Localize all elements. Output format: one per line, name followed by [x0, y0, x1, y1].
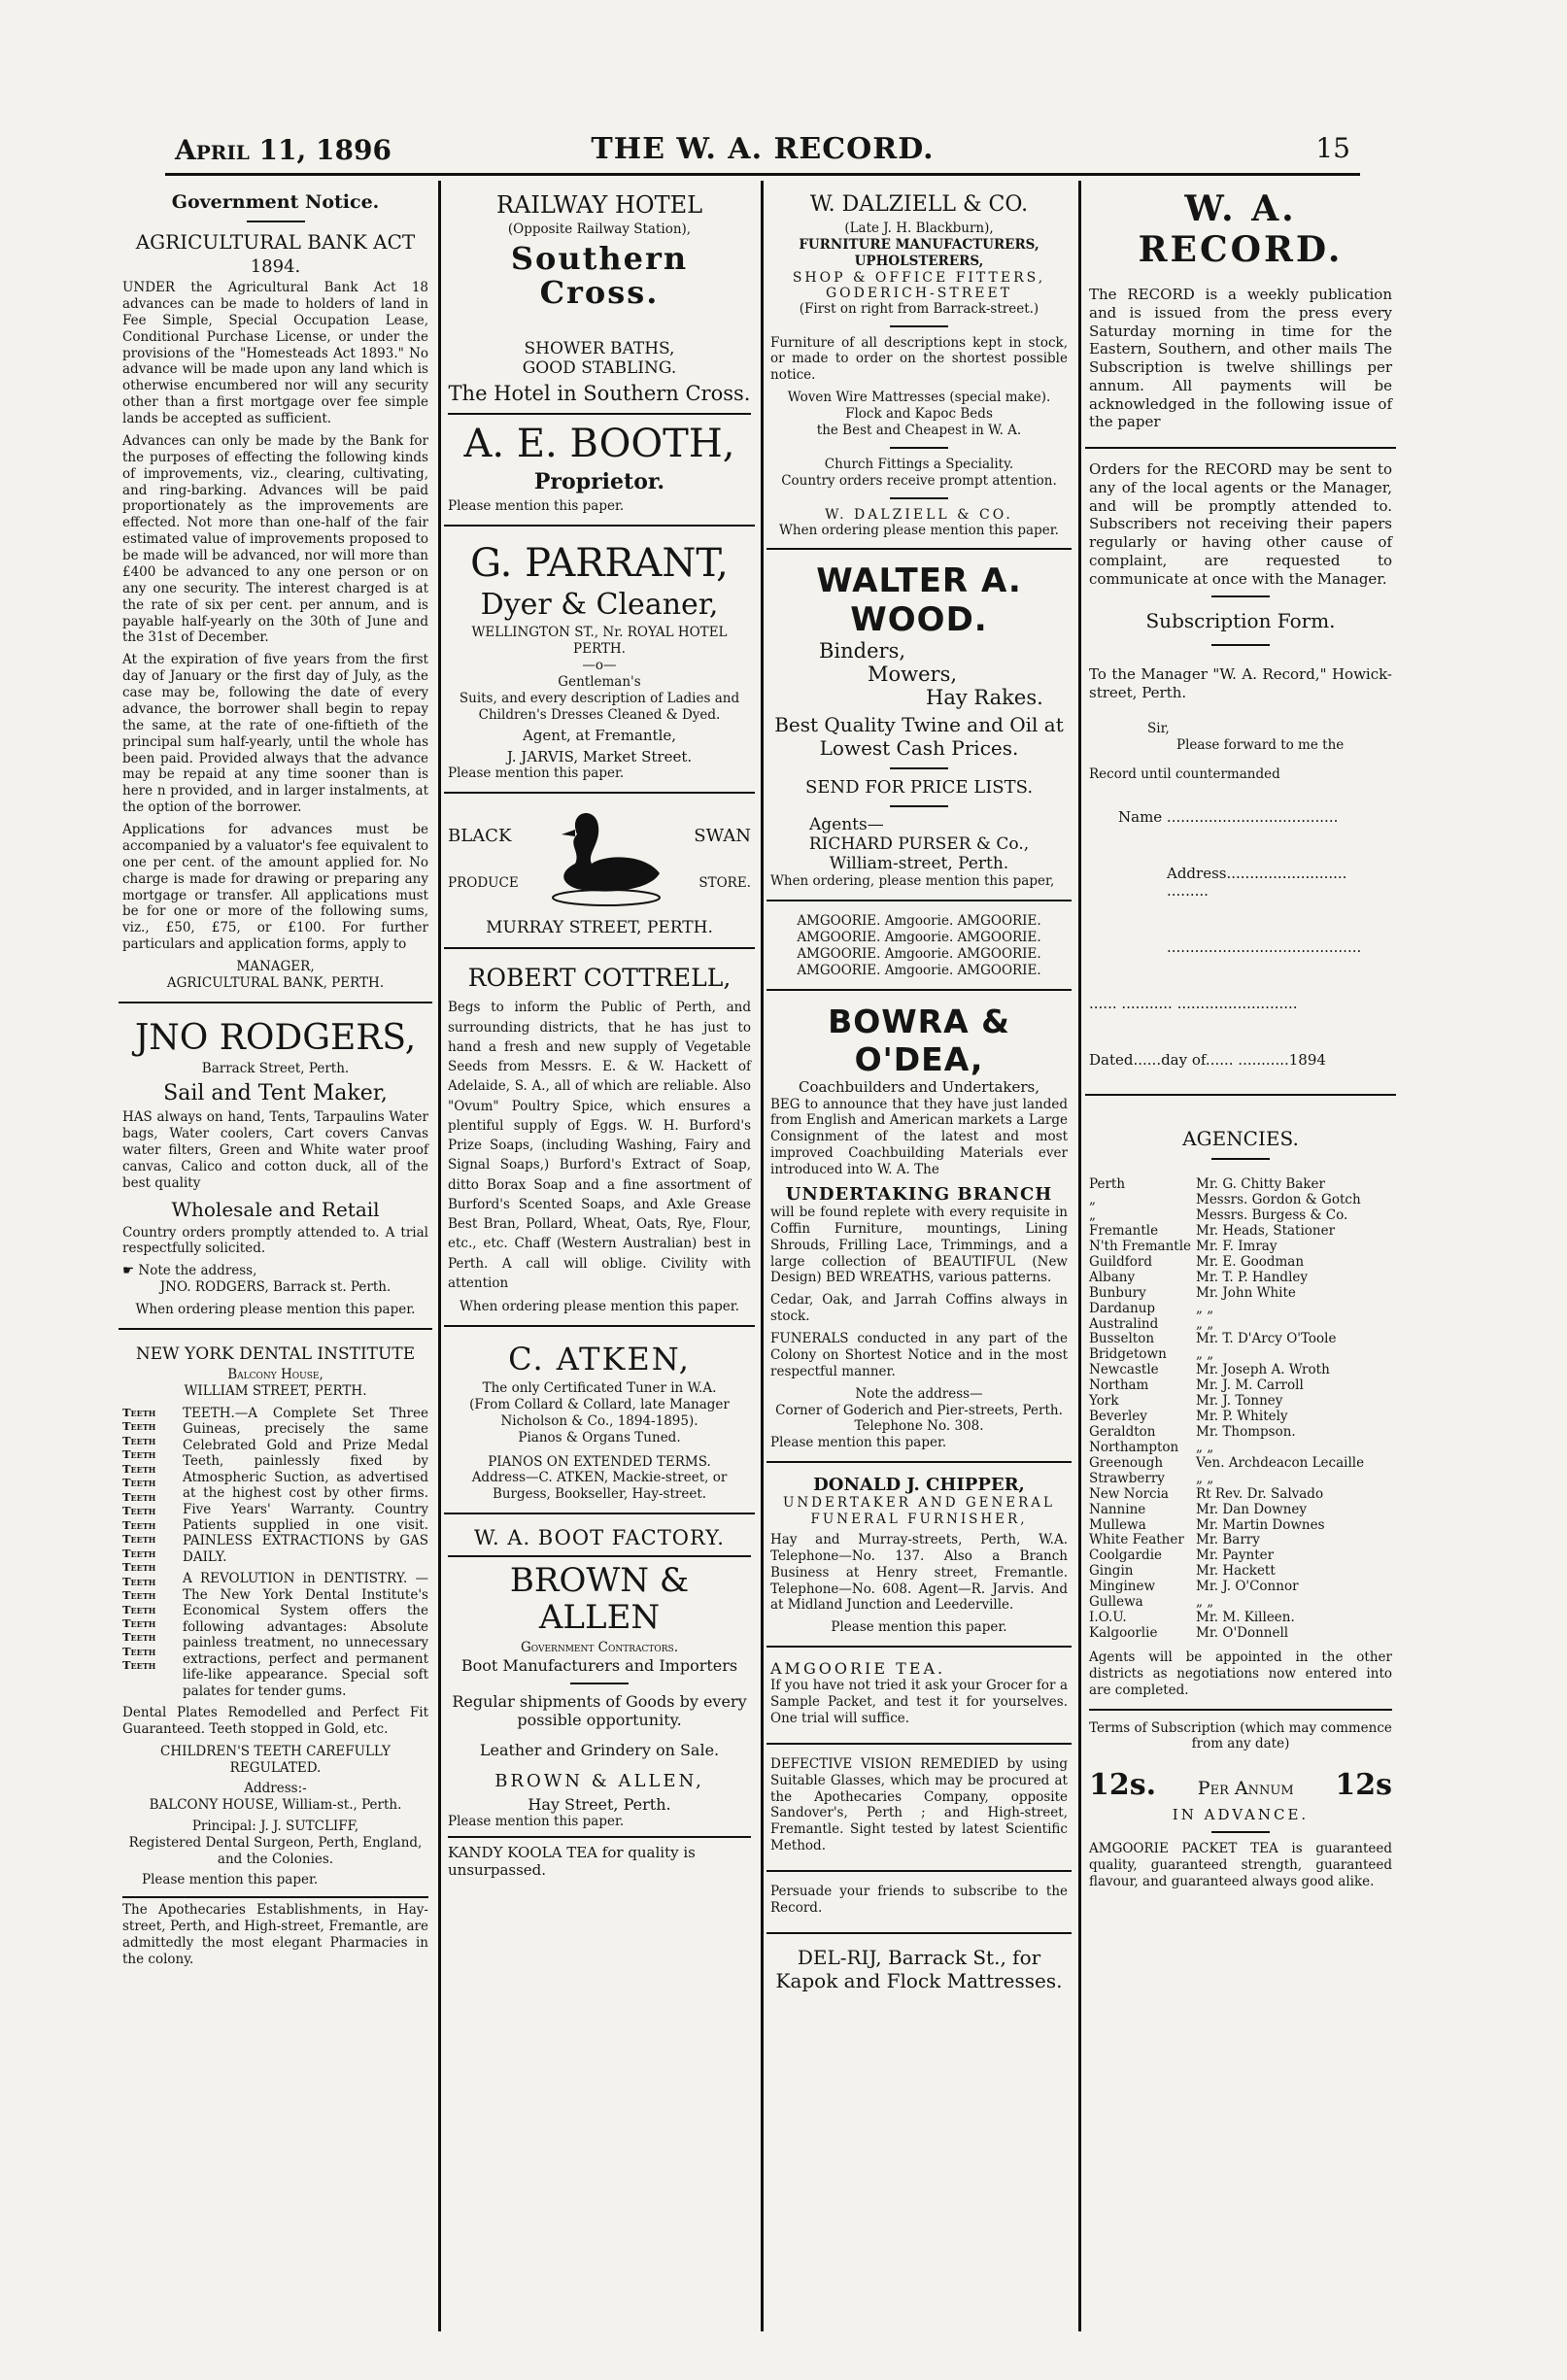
shower-baths: SHOWER BATHS,: [524, 339, 675, 359]
price-right: 12s: [1335, 1768, 1392, 1803]
rodgers-wholesale: Wholesale and Retail: [171, 1197, 380, 1221]
agency-agent: Mr. Thompson.: [1196, 1424, 1296, 1440]
coachbuilders: Coachbuilders and Undertakers,: [799, 1077, 1039, 1096]
atken-line-1: The only Certificated Tuner in W.A.: [482, 1380, 717, 1397]
form-forward: Please forward to me the: [1176, 736, 1345, 753]
agency-list: [1089, 1177, 1392, 1642]
packet-tea: AMGOORIE PACKET TEA is guaranteed quality, guaranteed strength, guaranteed flavour, and guaranteed always good alike.: [1089, 1841, 1392, 1890]
agency-row: [1089, 1503, 1392, 1518]
agency-agent: „ „: [1196, 1315, 1214, 1332]
mention-line: Please mention this paper.: [448, 498, 625, 515]
agency-agent: Mr. Hackett: [1196, 1563, 1276, 1580]
amgoorie-line: AMGOORIE. Amgoorie. AMGOORIE.: [797, 962, 1041, 978]
good-stabling: GOOD STABLING.: [522, 358, 677, 379]
form-address-field: Address.......................... .........: [1167, 865, 1347, 901]
bowra-body: BEG to announce that they have just landed from English and American markets a Large Consignment of the latest and most improved Coachbuilding Materials ever introduced into W. A. The: [770, 1096, 1068, 1177]
pointing-hand-icon: ☛: [122, 1263, 139, 1279]
dental-advert: [119, 1338, 432, 1983]
amgoorie-tea-title: AMGOORIE TEA.: [770, 1659, 946, 1679]
chipper-name: DONALD J. CHIPPER,: [813, 1475, 1025, 1496]
orders-text: Orders for the RECORD may be sent to any of the local agents or the Manager, and will be promptly attended to. Subscribers not receiving their papers regularly or having other cause of complaint, are requested to communicate at once with the Manager.: [1089, 460, 1392, 588]
in-advance: IN ADVANCE.: [1172, 1806, 1310, 1824]
rodgers-address: Barrack Street, Perth.: [201, 1061, 350, 1077]
notice-paragraph: Advances can only be made by the Bank for the purposes of effecting the following kinds of improvements, viz., clearing, cultivating, and ring-barking. Advances will be paid proportionately as the improvements are effected. Not more than one-half of the fair estimated value of improvements proposed to be made will be advanced, nor will more than £400 be advanced to any one person or on any one security. The interest charged is at the rate of six per cent. per annum, and is payable half-yearly on the 30th of June and the 31st of December.: [122, 432, 428, 646]
issue-date: April 11, 1896: [175, 134, 392, 166]
divider: [1211, 1158, 1270, 1160]
suits: Suits, and every description of Ladies and Children's Dresses Cleaned & Dyed.: [459, 690, 740, 723]
agency-town: Nannine: [1089, 1501, 1146, 1517]
agency-town: New Norcia: [1089, 1485, 1169, 1502]
agency-row: [1089, 1410, 1392, 1425]
agents: Agents—: [809, 815, 884, 835]
agency-agent: Mr. Heads, Stationer: [1196, 1223, 1336, 1240]
record-orders: [1085, 457, 1396, 1096]
agency-row: [1089, 1611, 1392, 1626]
form-line-2: ...... ........... ..........................: [1089, 995, 1298, 1013]
agency-row: [1089, 1363, 1392, 1378]
agency-town: „: [1089, 1192, 1096, 1208]
divider: [570, 1683, 629, 1684]
agency-row: [1089, 1177, 1392, 1193]
divider: [890, 805, 948, 807]
agency-agent: Mr. P. Whitely: [1196, 1409, 1288, 1425]
mention-line: When ordering please mention this paper.: [779, 522, 1059, 538]
agricultural-bank-notice: [119, 185, 432, 1003]
agency-row: [1089, 1564, 1392, 1580]
agency-agent: Mr. F. Imray: [1196, 1238, 1277, 1254]
agency-agent: Rt Rev. Dr. Salvado: [1196, 1485, 1324, 1502]
amgoorie-block: [766, 909, 1072, 991]
persuade-note: [766, 1880, 1072, 1934]
agency-agent: Mr. Martin Downes: [1196, 1516, 1325, 1533]
bank-line: AGRICULTURAL BANK, PERTH.: [166, 974, 385, 991]
dental-address: BALCONY HOUSE, William-st., Perth.: [149, 1796, 402, 1813]
dalziell-country: Country orders receive prompt attention.: [781, 472, 1057, 489]
agency-agent: Mr. J. M. Carroll: [1196, 1377, 1304, 1394]
agency-agent: Messrs. Burgess & Co.: [1196, 1207, 1348, 1224]
form-sir: Sir,: [1147, 720, 1170, 736]
agency-agent: Messrs. Gordon & Gotch: [1196, 1192, 1361, 1208]
pianos-terms: PIANOS ON EXTENDED TERMS.: [488, 1453, 711, 1470]
form-name-field: Name .....................................: [1118, 808, 1339, 827]
agency-agent: Mr. T. D'Arcy O'Toole: [1196, 1331, 1337, 1347]
leather: Leather and Grindery on Sale.: [479, 1740, 720, 1759]
agency-row: [1089, 1302, 1392, 1317]
notice-paragraph: UNDER the Agricultural Bank Act 18 advances can be made to holders of land in Fee Simple, Special Occupation Lease, Conditional Purchase License, or under the provisions of the "Homesteads Act 1893." No advance will be made upon any land which is otherwise encumbered nor will any security other than a first mortgage over fee simple lands be accepted as sufficient.: [122, 280, 428, 426]
atken-address: Address—C. ATKEN, Mackie-street, or Burgess, Bookseller, Hay-street.: [471, 1470, 728, 1503]
divider: [1211, 644, 1270, 646]
dental-plates: Dental Plates Remodelled and Perfect Fit Guaranteed. Teeth stopped in Gold, etc.: [122, 1705, 428, 1738]
agency-town: Dardanup: [1089, 1300, 1156, 1316]
parrant-name: G. PARRANT,: [470, 541, 729, 587]
agency-town: White Feather: [1089, 1532, 1184, 1548]
agent: Agent, at Fremantle,: [522, 727, 677, 745]
agency-town: Northam: [1089, 1377, 1149, 1394]
agency-row: [1089, 1580, 1392, 1595]
agency-row: [1089, 1208, 1392, 1224]
divider: [890, 497, 948, 499]
subscription-form-title: Subscription Form.: [1145, 609, 1336, 633]
amgoorie-line: AMGOORIE. Amgoorie. AMGOORIE.: [797, 946, 1041, 962]
agency-agent: Mr. Paynter: [1196, 1547, 1275, 1564]
brown-allen-2: BROWN & ALLEN,: [494, 1770, 704, 1791]
del-rij-advert: [766, 1942, 1072, 2002]
agency-town: Minginew: [1089, 1579, 1156, 1595]
agency-agent: Mr. O'Donnell: [1196, 1624, 1289, 1641]
undertaking-branch: UNDERTAKING BRANCH: [785, 1183, 1053, 1205]
divider: [448, 413, 751, 415]
dalziell-first: (First on right from Barrack-street.): [799, 300, 1039, 317]
agency-town: Coolgardie: [1089, 1547, 1162, 1564]
gentlemen: Gentleman's: [558, 673, 641, 690]
railway-title: RAILWAY HOTEL: [495, 191, 703, 219]
column-3: [766, 185, 1072, 2010]
agency-agent: Mr. M. Killeen.: [1196, 1610, 1295, 1626]
agency-row: [1089, 1441, 1392, 1456]
atken-advert: [444, 1335, 755, 1514]
chipper-body: Hay and Murray-streets, Perth, W.A. Telephone—No. 137. Also a Branch Business at Henry street, Fremantle. Telephone—No. 608. Agent—R. Jarvis. And at Midland Junction and Leederville.: [770, 1531, 1068, 1614]
william-street: William-street, Perth.: [829, 854, 1009, 874]
parrant-advert: [444, 534, 755, 794]
form-dated: Dated......day of...... ...........1894: [1089, 1051, 1326, 1070]
black-swan-advert: [444, 801, 755, 949]
act-title: AGRICULTURAL BANK ACT: [135, 230, 416, 254]
agency-row: [1089, 1456, 1392, 1472]
divider: [122, 1896, 428, 1898]
agency-row: [1089, 1240, 1392, 1255]
chipper-line-2: FUNERAL FURNISHER,: [810, 1512, 1028, 1527]
agency-agent: „ „: [1196, 1439, 1214, 1455]
mention-line: Please mention this paper.: [448, 1813, 625, 1829]
amgoorie-tea-advert: [766, 1655, 1072, 1745]
gov-contractors: Government Contractors.: [520, 1639, 679, 1655]
send-price-lists: SEND FOR PRICE LISTS.: [804, 777, 1034, 799]
agency-town: Guildford: [1089, 1253, 1152, 1270]
terms-text: Terms of Subscription (which may commence from any date): [1089, 1719, 1392, 1752]
column-2: [444, 185, 755, 1897]
principal: Principal: J. J. SUTCLIFF,: [191, 1819, 359, 1835]
agency-row: [1089, 1286, 1392, 1302]
note-address: Note the address—: [855, 1385, 983, 1402]
agency-row: [1089, 1472, 1392, 1487]
record-info: [1085, 185, 1396, 449]
murray-street: MURRAY STREET, PERTH.: [486, 918, 713, 938]
agency-town: Strawberry: [1089, 1470, 1165, 1486]
parrant-trade: Dyer & Cleaner,: [480, 588, 719, 623]
agency-town: „: [1089, 1207, 1096, 1224]
agency-agent: Mr. J. Tonney: [1196, 1393, 1283, 1410]
agency-agent: „ „: [1196, 1300, 1214, 1316]
wood-rakes: Hay Rakes.: [926, 686, 1043, 710]
agents-note: Agents will be appointed in the other districts as negotiations now entered into are completed.: [1089, 1649, 1392, 1698]
divider: [247, 221, 305, 222]
agency-agent: „ „: [1196, 1346, 1214, 1363]
agency-town: I.O.U.: [1089, 1610, 1127, 1626]
undertaking-body: will be found replete with every requisite in Coffin Furniture, mountings, Lining Shrouds, Frilling Lace, Trimmings, and a large collection of BEAUTIFUL (New Design) BED WREATHS, various patterns.: [770, 1204, 1068, 1286]
dalziell-furniture: Furniture of all descriptions kept in stock, or made to order on the shortest possible notice.: [770, 334, 1068, 384]
teeth-text-2: A REVOLUTION in DENTISTRY. —The New York Dental Institute's Economical System offers the following advantages: Absolute painless treatment, no unnecessary extractions, perfect and permanent life-like appearance. Special soft palates for tender gums.: [183, 1571, 428, 1699]
bowra-name: BOWRA & O'DEA,: [828, 1002, 1010, 1078]
dalziell-furn-1: FURNITURE MANUFACTURERS,: [799, 236, 1039, 253]
boot-factory-advert: [444, 1522, 755, 1889]
agency-row: [1089, 1271, 1392, 1286]
bowra-corner: Corner of Goderich and Pier-streets, Perth.: [775, 1402, 1063, 1418]
mention-line: Please mention this paper.: [142, 1872, 319, 1888]
rodgers-note-text: Note the address,: [138, 1263, 257, 1279]
mention-line: Please mention this paper.: [831, 1619, 1007, 1636]
defective-vision: DEFECTIVE VISION REMEDIED by using Suitable Glasses, which may be procured at the Apothecaries Company, opposite Sandover's, Perth ; and High-street, Fremantle. Sight tested by latest Scientific Method.: [770, 1755, 1068, 1854]
funerals: FUNERALS conducted in any part of the Colony on Shortest Notice and in the most respectful manner.: [770, 1331, 1068, 1379]
brown-allen-title: BROWN & ALLEN: [509, 1561, 690, 1637]
agency-town: Albany: [1089, 1269, 1136, 1285]
dalziell-church: Church Fittings a Speciality.: [824, 456, 1014, 472]
cottrell-body: Begs to inform the Public of Perth, and surrounding districts, that he has just to hand a fresh and new supply of Vegetable Seeds from Messrs. E. & W. Hackett of Adelaide, S. A., all of which are reliable. Also "Ovum" Poultry Spice, which ensures a plentiful supply of Eggs. W. H. Burford's Prize Soaps, (including Washing, Fairy and Signal Soaps,) Burford's Extract of Soap, ditto Borax Soap and a fine assortment of Burford's Scented Soaps, and Axle Grease Best Bran, Pollard, Wheat, Oats, Rye, Flour, etc., etc. Chaff (Western Australian) best in Perth. A call will oblige. Civility with attention: [448, 1000, 751, 1291]
dalziell-goderich: GODERICH-STREET: [825, 285, 1013, 301]
agency-town: Perth: [1089, 1176, 1126, 1193]
agency-town: Geraldton: [1089, 1424, 1156, 1440]
dalziell-shop: SHOP & OFFICE FITTERS,: [792, 269, 1046, 286]
agency-town: Busselton: [1089, 1331, 1155, 1347]
agency-town: Australind: [1089, 1315, 1159, 1332]
persuade-text: Persuade your friends to subscribe to the Record.: [770, 1884, 1068, 1916]
amgoorie-line: AMGOORIE. Amgoorie. AMGOORIE.: [797, 930, 1041, 946]
rodgers-body: HAS always on hand, Tents, Tarpaulins Water bags, Water coolers, Cart covers Canvas water filters, Green and White water proof canvas, Calico and cotton duck, all of the best quality: [122, 1109, 428, 1191]
agency-town: N'th Fremantle: [1089, 1238, 1192, 1254]
agency-agent: Mr. E. Goodman: [1196, 1253, 1305, 1270]
agency-row: [1089, 1347, 1392, 1363]
column-1: [119, 185, 432, 1990]
page-number: 15: [1315, 132, 1350, 164]
registered: Registered Dental Surgeon, Perth, England, and the Colonies.: [128, 1835, 423, 1868]
agency-row: [1089, 1487, 1392, 1503]
agency-town: Fremantle: [1089, 1223, 1159, 1240]
hotel-line: The Hotel in Southern Cross.: [448, 382, 751, 406]
agency-agent: Mr. J. O'Connor: [1196, 1579, 1299, 1595]
record-title: W. A. RECORD.: [1138, 188, 1344, 270]
rodgers-orders: Country orders promptly attended to. A trial respectfully solicited.: [122, 1224, 428, 1257]
agency-agent: Ven. Archdeacon Lecaille: [1196, 1454, 1365, 1471]
agencies-block: [1085, 1104, 1396, 1906]
boot-makers: Boot Manufacturers and Importers: [460, 1655, 738, 1675]
mention-line: When ordering please mention this paper.: [135, 1302, 416, 1318]
bowra-telephone: Telephone No. 308.: [854, 1418, 984, 1435]
swan-label: SWAN: [694, 826, 751, 847]
divider: [1211, 1831, 1270, 1833]
agency-agent: Mr. John White: [1196, 1284, 1296, 1301]
southern-cross: Southern Cross.: [510, 239, 689, 312]
dalziell-name-2: W. DALZIELL & CO.: [825, 506, 1013, 523]
dalziell-name: W. DALZIELL & CO.: [809, 192, 1029, 217]
cottrell-name: ROBERT COTTRELL,: [467, 964, 732, 993]
agency-town: Kalgoorlie: [1089, 1624, 1158, 1641]
black-swan-icon: [538, 805, 674, 912]
agency-row: [1089, 1518, 1392, 1534]
agency-row: [1089, 1255, 1392, 1271]
wood-mowers: Mowers,: [868, 663, 958, 687]
agency-row: [1089, 1626, 1392, 1642]
agency-row: [1089, 1533, 1392, 1548]
column-4: [1085, 185, 1396, 1914]
dental-street: WILLIAM STREET, PERTH.: [184, 1382, 367, 1399]
agency-agent: „ „: [1196, 1470, 1214, 1486]
agency-agent: Mr. Joseph A. Wroth: [1196, 1362, 1330, 1378]
railway-hotel-advert: [444, 185, 755, 527]
column-rule: [438, 181, 441, 2331]
price-row: [1089, 1768, 1392, 1802]
agency-row: [1089, 1378, 1392, 1394]
purser: RICHARD PURSER & Co.,: [808, 834, 1030, 855]
amgoorie-tea-body: If you have not tried it ask your Grocer for a Sample Packet, and test it for yourselves. One trial will suffice.: [770, 1678, 1068, 1726]
form-to: To the Manager "W. A. Record," Howick-street, Perth.: [1089, 665, 1392, 702]
black-label: BLACK: [448, 826, 512, 847]
chipper-line-1: UNDERTAKER AND GENERAL: [782, 1495, 1056, 1512]
column-rule: [1078, 181, 1081, 2331]
apothecaries-note: The Apothecaries Establishments, in Hay-street, Perth, and High-street, Fremantle, are admittedly the most elegant Pharmacies in the colony.: [122, 1901, 428, 1967]
agency-town: Gullewa: [1089, 1594, 1143, 1611]
rodgers-name: JNO RODGERS,: [134, 1017, 417, 1058]
divider: [1089, 1709, 1392, 1711]
notice-paragraph: Applications for advances must be accompanied by a valuator's fee equivalent to one per cent. of the amount applied for. No charge is made for drawing or preparing any mortgage or transfer. All applications must be for one or more of the following sums, viz., £50, £75, or £100. For further particulars and application forms, apply to: [122, 822, 428, 953]
agency-agent: Mr. G. Chitty Baker: [1196, 1176, 1325, 1193]
booth-name: A. E. BOOTH,: [463, 422, 735, 467]
wood-twine: Best Quality Twine and Oil at Lowest Cash Prices.: [774, 713, 1064, 761]
divider: [890, 767, 948, 769]
record-body: The RECORD is a weekly publication and is issued from the press every Saturday morning in time for the Eastern, Southern, and other mails The Subscription is twelve shillings per annum. All payments will be acknowledged in the following issue of the paper: [1089, 286, 1392, 431]
divider-glyph: —o—: [582, 657, 617, 673]
rodgers-trade: Sail and Tent Maker,: [163, 1081, 388, 1106]
atken-line-2: (From Collard & Collard, late Manager Nicholson & Co., 1894-1895).: [469, 1396, 730, 1429]
defective-vision-advert: [766, 1752, 1072, 1872]
form-until: Record until countermanded: [1089, 766, 1280, 783]
agency-row: [1089, 1224, 1392, 1240]
address-label: Address:-: [244, 1780, 307, 1796]
bowra-odea-advert: [766, 999, 1072, 1463]
walter-wood-advert: [766, 558, 1072, 901]
agency-row: [1089, 1317, 1392, 1333]
agency-town: Bunbury: [1089, 1284, 1146, 1301]
children-teeth: CHILDREN'S TEETH CAREFULLY REGULATED.: [160, 1743, 391, 1776]
divider: [1211, 595, 1270, 597]
divider: [890, 325, 948, 327]
agency-town: Bridgetown: [1089, 1346, 1167, 1363]
regular-shipments: Regular shipments of Goods by every possible opportunity.: [452, 1691, 747, 1729]
atken-name: C. ATKEN,: [508, 1340, 691, 1377]
notice-heading: Government Notice.: [171, 191, 380, 213]
agency-row: [1089, 1548, 1392, 1564]
mention-line: Please mention this paper.: [770, 1435, 947, 1451]
per-annum: Per Annum: [1197, 1778, 1294, 1800]
form-line-1: ..........................................: [1167, 938, 1362, 957]
agency-town: Mullewa: [1089, 1516, 1146, 1533]
railway-opposite: (Opposite Railway Station),: [507, 221, 692, 237]
atken-line-3: Pianos & Organs Tuned.: [518, 1429, 681, 1445]
agency-row: [1089, 1425, 1392, 1441]
divider: [448, 1836, 751, 1838]
agency-agent: „ „: [1196, 1594, 1214, 1611]
dental-title: NEW YORK DENTAL INSTITUTE: [135, 1343, 416, 1364]
kandy-koola: KANDY KOOLA TEA for quality is unsurpassed.: [448, 1843, 696, 1880]
dalziell-advert: [766, 185, 1072, 550]
agency-row: [1089, 1394, 1392, 1410]
stores-label: STORE.: [698, 875, 751, 892]
teeth-text-1: TEETH.—A Complete Set Three Guineas, precisely the same Celebrated Gold and Prize Medal Teeth, painlessly fixed by Atmospheric Suction, as advertised at the highest cost by other firms. Five Years' Warranty. Country Patients supplied in one visit. PAINLESS EXTRACTIONS by GAS DAILY.: [183, 1405, 428, 1565]
dalziell-best: the Best and Cheapest in W. A.: [816, 422, 1022, 438]
mention-line: When ordering, please mention this paper,: [770, 873, 1055, 890]
dalziell-late: (Late J. H. Blackburn),: [844, 221, 994, 236]
rodgers-advert: [119, 1011, 432, 1330]
cottrell-advert: [444, 957, 755, 1327]
dalziell-furn-2: UPHOLSTERERS,: [854, 253, 984, 269]
rodgers-note: [122, 1263, 428, 1279]
notice-paragraph: At the expiration of five years from the first day of January or the first day of July, as the case may be, following the date of every advance, the borrower shall begin to repay the same, at the rate of one-fiftieth of the principal sum half-yearly, until the whole has been paid. Provided always that the advance may be repaid at any time sooner than is here n provided, and in larger instalments, at the option of the borrower.: [122, 652, 428, 816]
divider: [890, 447, 948, 449]
header-rule: [165, 173, 1360, 176]
agency-town: Gingin: [1089, 1563, 1134, 1580]
dental-house: Balcony House,: [227, 1366, 324, 1382]
manager-line: MANAGER,: [236, 959, 315, 974]
agency-agent: Mr. Dan Downey: [1196, 1501, 1308, 1517]
del-rij-text: DEL-RIJ, Barrack St., for Kapok and Flock Mattresses.: [775, 1945, 1063, 1992]
masthead-title: THE W. A. RECORD.: [591, 132, 935, 166]
agency-row: [1089, 1595, 1392, 1611]
produce-label: PRODUCE: [448, 875, 519, 892]
parrant-address: WELLINGTON ST., Nr. ROYAL HOTEL PERTH.: [471, 625, 728, 657]
proprietor: Proprietor.: [533, 469, 665, 495]
hay-street: Hay Street, Perth.: [528, 1794, 671, 1814]
wood-name: WALTER A. WOOD.: [816, 561, 1022, 640]
price-left: 12s.: [1089, 1768, 1157, 1803]
jarvis: J. JARVIS, Market Street.: [506, 748, 693, 766]
chipper-advert: [766, 1471, 1072, 1648]
dalziell-woven: Woven Wire Mattresses (special make).: [787, 390, 1051, 406]
rodgers-address-2: JNO. RODGERS, Barrack st. Perth.: [159, 1279, 392, 1296]
mention-line: When ordering please mention this paper.: [460, 1299, 739, 1314]
act-year: 1894.: [250, 256, 301, 277]
column-rule: [761, 181, 764, 2331]
amgoorie-line: AMGOORIE. Amgoorie. AMGOORIE.: [797, 913, 1041, 930]
dalziell-flock: Flock and Kapoc Beds: [845, 406, 993, 422]
teeth-text: [183, 1406, 428, 1699]
agency-town: Northampton: [1089, 1439, 1179, 1455]
agency-town: Beverley: [1089, 1409, 1147, 1425]
agency-town: York: [1089, 1393, 1119, 1410]
agency-row: [1089, 1332, 1392, 1347]
divider: [448, 1555, 751, 1557]
agency-agent: Mr. Barry: [1196, 1532, 1260, 1548]
mention-line: Please mention this paper.: [448, 765, 625, 782]
coffins: Cedar, Oak, and Jarrah Coffins always in stock.: [770, 1292, 1068, 1325]
teeth-labels: Teeth Teeth Teeth Teeth Teeth Teeth Teeth Teeth Teeth Teeth Teeth Teeth Teeth Teeth Teeth Teeth Teeth Teeth Teeth: [122, 1405, 156, 1673]
agency-town: Greenough: [1089, 1454, 1164, 1471]
agency-row: [1089, 1193, 1392, 1208]
agencies-title: AGENCIES.: [1182, 1127, 1299, 1151]
agency-town: Newcastle: [1089, 1362, 1159, 1378]
boot-title: W. A. BOOT FACTORY.: [474, 1526, 725, 1550]
teeth-block: [122, 1406, 428, 1699]
wood-binders: Binders,: [819, 639, 906, 663]
agency-agent: Mr. T. P. Handley: [1196, 1269, 1309, 1285]
page-header: [165, 130, 1360, 169]
